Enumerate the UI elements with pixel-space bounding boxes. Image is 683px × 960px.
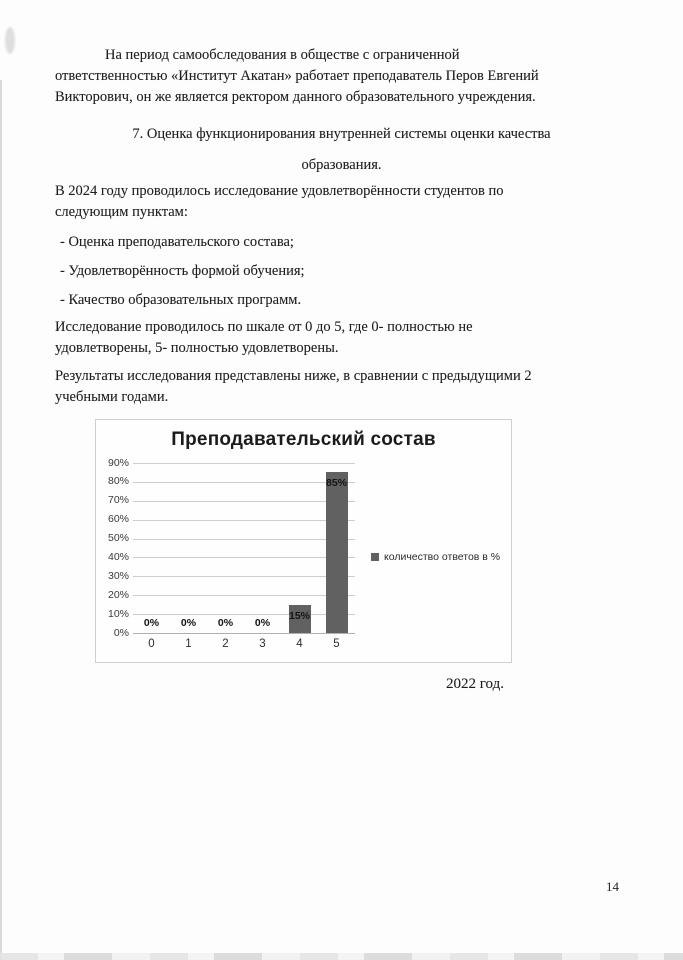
legend-label: количество ответов в % — [384, 551, 501, 563]
heading-line: 7. Оценка функционирования внутренней системы оценки качества — [132, 126, 551, 142]
paragraph-results — [55, 366, 643, 408]
paragraph-line: учебными годами. — [55, 389, 169, 405]
x-tick-label: 4 — [296, 638, 303, 650]
paragraph-line: удовлетворены, 5- полностью удовлетворены. — [55, 340, 339, 356]
bar-value-label: 0% — [254, 617, 271, 629]
x-axis-line — [133, 633, 355, 634]
paragraph-scale — [55, 317, 643, 359]
list-item: - Оценка преподавательского состава; — [60, 234, 294, 250]
bar-value-label: 0% — [217, 617, 234, 629]
gridline — [133, 463, 355, 464]
y-tick-label: 70% — [107, 494, 129, 507]
gridline — [133, 576, 355, 577]
paragraph-line: Результаты исследования представлены ниже, в сравнении с предыдущими 2 — [55, 368, 532, 384]
x-tick-label: 3 — [259, 638, 266, 650]
paragraph-line: следующим пунктам: — [55, 204, 188, 220]
scan-edge-left — [0, 80, 2, 960]
scan-edge-bottom — [0, 953, 683, 960]
paragraph-line: В 2024 году проводилось исследование удовлетворённости студентов по — [55, 183, 504, 199]
legend-color-swatch — [371, 553, 379, 561]
chart-caption-year: 2022 год. — [446, 676, 504, 692]
list-item: - Удовлетворённость формой обучения; — [60, 263, 305, 279]
list-item: - Качество образовательных программ. — [60, 292, 302, 308]
y-tick-label: 10% — [107, 607, 129, 620]
y-tick-label: 80% — [107, 475, 129, 488]
paragraph-line: Исследование проводилось по шкале от 0 до 5, где 0- полностью не — [55, 319, 473, 335]
gridline — [133, 557, 355, 558]
chart-legend — [371, 551, 500, 563]
gridline — [133, 595, 355, 596]
page-number: 14 — [606, 879, 619, 894]
y-tick-label: 20% — [107, 588, 129, 601]
y-tick-label: 90% — [107, 456, 129, 469]
y-tick-label: 0% — [113, 626, 129, 639]
chart-container — [95, 419, 512, 663]
scan-smudge — [5, 27, 15, 54]
paragraph-survey-intro — [55, 181, 643, 223]
x-tick-label: 1 — [185, 638, 192, 650]
paragraph-line: Викторович, он же является ректором данного образовательного учреждения. — [55, 89, 536, 105]
bar-value-label: 0% — [143, 617, 160, 629]
y-tick-label: 30% — [107, 569, 129, 582]
x-tick-label: 5 — [333, 638, 340, 650]
y-tick-label: 40% — [107, 550, 129, 563]
gridline — [133, 520, 355, 521]
y-tick-label: 50% — [107, 532, 129, 545]
gridline — [133, 614, 355, 615]
paragraph-self-inspection — [55, 45, 643, 108]
bar-value-label: 0% — [180, 617, 197, 629]
bar-value-label: 85% — [325, 477, 347, 490]
x-tick-label: 2 — [222, 638, 229, 650]
heading-line: образования. — [301, 157, 382, 173]
y-tick-label: 60% — [107, 513, 129, 526]
x-tick-label: 0 — [148, 638, 155, 650]
bar — [326, 472, 348, 633]
chart-title: Преподавательский состав — [171, 429, 436, 450]
gridline — [133, 539, 355, 540]
paragraph-line: ответственностью «Институт Акатан» работает преподаватель Перов Евгений — [55, 68, 539, 84]
section-heading — [40, 119, 643, 181]
bar-value-label: 15% — [288, 609, 310, 622]
gridline — [133, 501, 355, 502]
paragraph-line: На период самообследования в обществе с ограниченной — [105, 47, 460, 63]
